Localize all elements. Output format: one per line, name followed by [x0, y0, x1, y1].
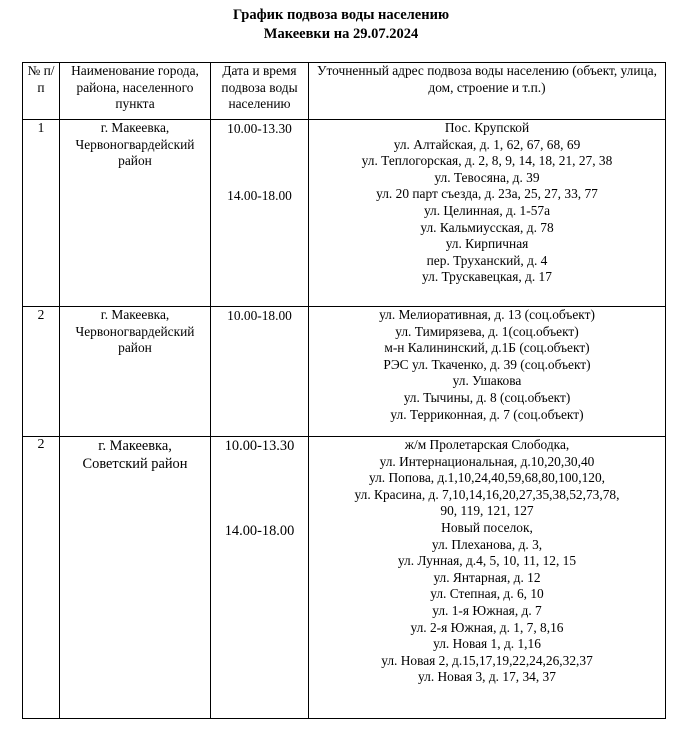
- time-slot: 14.00-18.00: [227, 188, 292, 203]
- address-line: м-н Калининский, д.1Б (соц.объект): [384, 340, 590, 356]
- row-times: [211, 307, 309, 437]
- time-slot: 14.00-18.00: [224, 523, 295, 539]
- document-title: [0, 6, 682, 44]
- address-line: ул. Степная, д. 6, 10: [430, 586, 544, 602]
- address-line: ул. Лунная, д.4, 5, 10, 11, 12, 15: [397, 553, 577, 569]
- header-num: № п/п: [23, 63, 60, 120]
- time-slot: 10.00-13.30: [224, 438, 295, 454]
- row-addresses: [309, 437, 666, 719]
- row-num: 2: [23, 437, 60, 719]
- address-line: ул. 1-я Южная, д. 7: [432, 602, 542, 618]
- table-row: [23, 307, 666, 437]
- address-line: Пос. Крупской: [444, 120, 530, 135]
- address-line: РЭС ул. Ткаченко, д. 39 (соц.объект): [383, 356, 591, 372]
- address-line: Новый поселок,: [441, 519, 533, 535]
- address-line: ул. Янтарная, д. 12: [433, 569, 541, 585]
- row-times: [211, 120, 309, 307]
- address-line: ул. Тевосяна, д. 39: [434, 169, 540, 185]
- address-line: ул. Красина, д. 7,10,14,16,20,27,35,38,52,73,78,: [354, 486, 620, 502]
- address-line: пер. Труханский, д. 4: [426, 252, 548, 268]
- address-line: ул. Новая 3, д. 17, 34, 37: [418, 669, 556, 685]
- row-num: 1: [23, 120, 60, 307]
- address-line: ул. Кирпичная: [445, 236, 529, 252]
- address-line: ул. Новая 1, д. 1,16: [433, 636, 541, 652]
- address-line: ул. Алтайская, д. 1, 62, 67, 68, 69: [393, 136, 581, 152]
- table-row: [23, 120, 666, 307]
- address-line: ул. Ушакова: [452, 373, 522, 389]
- row-place: г. Макеевка, Советский район: [60, 437, 211, 719]
- row-num: 2: [23, 307, 60, 437]
- water-schedule-table: [22, 62, 666, 719]
- header-address: Уточненный адрес подвоза воды населению (объект, улица, дом, строение и т.п.): [309, 63, 666, 120]
- address-line: ул. Терриконная, д. 7 (соц.объект): [390, 406, 584, 422]
- address-line: ул. Попова, д.1,10,24,40,59,68,80,100,120,: [369, 470, 605, 486]
- address-line: ул. Новая 2, д.15,17,19,22,24,26,32,37: [381, 652, 593, 668]
- title-line-2: Макеевки на 29.07.2024: [263, 26, 419, 42]
- row-addresses: [309, 120, 666, 307]
- address-line: ул. Плеханова, д. 3,: [431, 536, 543, 552]
- table-row: [23, 437, 666, 719]
- address-line: ул. Тычины, д. 8 (соц.объект): [403, 389, 571, 405]
- address-line: ул. Кальмиусская, д. 78: [420, 219, 554, 235]
- address-line: ул. Целинная, д. 1-57а: [423, 202, 551, 218]
- address-line: ул. Мелиоративная, д. 13 (соц.объект): [379, 307, 595, 322]
- address-line: ж/м Пролетарская Слободка,: [404, 437, 570, 452]
- address-line: ул. Теплогорская, д. 2, 8, 9, 14, 18, 21, 27, 38: [361, 153, 613, 169]
- address-line: ул. Интернациональная, д.10,20,30,40: [379, 453, 595, 469]
- header-time: Дата и время подвоза воды населению: [211, 63, 309, 120]
- table-header-row: [23, 63, 666, 120]
- time-slot: 10.00-13.30: [227, 121, 292, 136]
- time-slot: 10.00-18.00: [227, 308, 292, 323]
- address-line: ул. 20 парт съезда, д. 23а, 25, 27, 33, 77: [376, 186, 598, 202]
- title-line-1: График подвоза воды населению: [232, 7, 450, 23]
- header-name: Наименование города, района, населенного пункта: [60, 63, 211, 120]
- address-line: ул. 2-я Южная, д. 1, 7, 8,16: [410, 619, 564, 635]
- row-times: [211, 437, 309, 719]
- row-place: г. Макеевка, Червоногвардейский район: [60, 307, 211, 437]
- address-line: 90, 119, 121, 127: [440, 503, 534, 519]
- address-line: ул. Тимирязева, д. 1(соц.объект): [395, 323, 579, 339]
- row-addresses: [309, 307, 666, 437]
- row-place: г. Макеевка, Червоногвардейский район: [60, 120, 211, 307]
- address-line: ул. Трускавецкая, д. 17: [422, 269, 552, 285]
